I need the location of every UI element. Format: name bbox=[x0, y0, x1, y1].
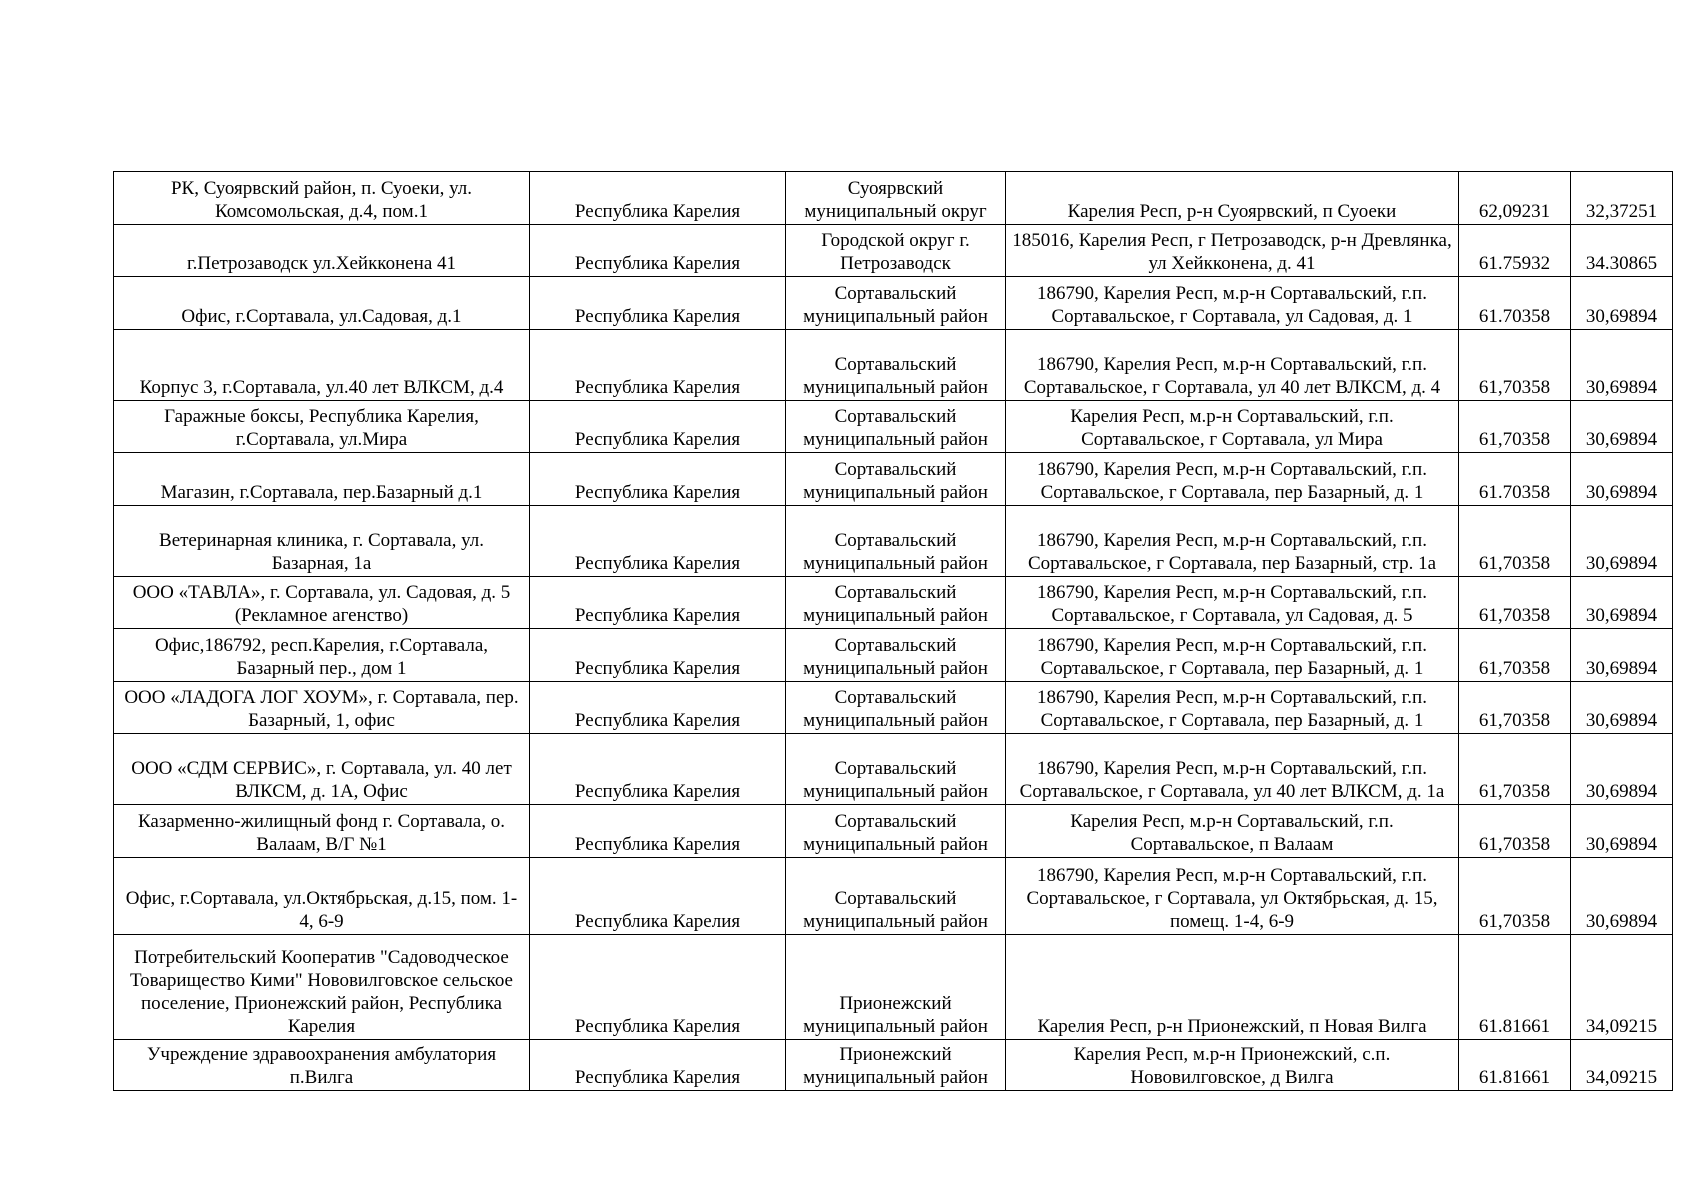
table-row bbox=[114, 682, 1673, 734]
cell-longitude: 30,69894 bbox=[1571, 401, 1673, 453]
table-row bbox=[114, 225, 1673, 277]
cell-object-name: ООО «ЛАДОГА ЛОГ ХОУМ», г. Сортавала, пер. Базарный, 1, офис bbox=[114, 682, 530, 734]
cell-longitude: 30,69894 bbox=[1571, 858, 1673, 935]
cell-municipality: Сортавальский муниципальный район bbox=[786, 401, 1006, 453]
cell-latitude: 61.75932 bbox=[1459, 225, 1571, 277]
cell-latitude: 61.81661 bbox=[1459, 1040, 1571, 1091]
cell-object-name: Офис, г.Сортавала, ул.Садовая, д.1 bbox=[114, 277, 530, 330]
cell-municipality: Суоярвский муниципальный округ bbox=[786, 172, 1006, 225]
table-row bbox=[114, 277, 1673, 330]
cell-longitude: 30,69894 bbox=[1571, 805, 1673, 858]
cell-region: Республика Карелия bbox=[530, 277, 786, 330]
cell-latitude: 61.81661 bbox=[1459, 935, 1571, 1040]
cell-longitude: 30,69894 bbox=[1571, 277, 1673, 330]
cell-object-name: Корпус 3, г.Сортавала, ул.40 лет ВЛКСМ, д.4 bbox=[114, 330, 530, 401]
cell-municipality: Прионежский муниципальный район bbox=[786, 935, 1006, 1040]
cell-address: 185016, Карелия Респ, г Петрозаводск, р-н Древлянка, ул Хейкконена, д. 41 bbox=[1006, 225, 1459, 277]
table-row bbox=[114, 935, 1673, 1040]
cell-object-name: Офис, г.Сортавала, ул.Октябрьская, д.15, пом. 1-4, 6-9 bbox=[114, 858, 530, 935]
cell-object-name: РК, Суоярвский район, п. Суоеки, ул. Комсомольская, д.4, пом.1 bbox=[114, 172, 530, 225]
cell-object-name: Потребительский Кооператив "Садоводческое Товарищество Кими" Нововилговское сельское поселение, Прионежский район, Республика Карелия bbox=[114, 935, 530, 1040]
cell-address: 186790, Карелия Респ, м.р-н Сортавальский, г.п. Сортавальское, г Сортавала, пер Базарный, д. 1 bbox=[1006, 453, 1459, 506]
cell-region: Республика Карелия bbox=[530, 734, 786, 805]
cell-region: Республика Карелия bbox=[530, 172, 786, 225]
table-row bbox=[114, 453, 1673, 506]
cell-latitude: 61,70358 bbox=[1459, 734, 1571, 805]
cell-municipality: Сортавальский муниципальный район bbox=[786, 577, 1006, 629]
cell-region: Республика Карелия bbox=[530, 225, 786, 277]
cell-municipality: Сортавальский муниципальный район bbox=[786, 734, 1006, 805]
table-body bbox=[114, 172, 1673, 1091]
table-row bbox=[114, 577, 1673, 629]
cell-longitude: 30,69894 bbox=[1571, 453, 1673, 506]
cell-object-name: Учреждение здравоохранения амбулатория п.Вилга bbox=[114, 1040, 530, 1091]
cell-region: Республика Карелия bbox=[530, 629, 786, 682]
cell-address: 186790, Карелия Респ, м.р-н Сортавальский, г.п. Сортавальское, г Сортавала, ул Октябрьская, д. 15, помещ. 1-4, 6-9 bbox=[1006, 858, 1459, 935]
table-row bbox=[114, 330, 1673, 401]
cell-longitude: 30,69894 bbox=[1571, 577, 1673, 629]
cell-latitude: 62,09231 bbox=[1459, 172, 1571, 225]
cell-address: Карелия Респ, м.р-н Прионежский, с.п. Нововилговское, д Вилга bbox=[1006, 1040, 1459, 1091]
cell-address: Карелия Респ, м.р-н Сортавальский, г.п. Сортавальское, г Сортавала, ул Мира bbox=[1006, 401, 1459, 453]
cell-longitude: 34.30865 bbox=[1571, 225, 1673, 277]
cell-object-name: Казарменно-жилищный фонд г. Сортавала, о. Валаам, В/Г №1 bbox=[114, 805, 530, 858]
locations-table bbox=[113, 171, 1673, 1091]
cell-municipality: Сортавальский муниципальный район bbox=[786, 858, 1006, 935]
cell-address: 186790, Карелия Респ, м.р-н Сортавальский, г.п. Сортавальское, г Сортавала, ул 40 лет ВЛКСМ, д. 4 bbox=[1006, 330, 1459, 401]
table-row bbox=[114, 858, 1673, 935]
cell-address: 186790, Карелия Респ, м.р-н Сортавальский, г.п. Сортавальское, г Сортавала, ул 40 лет ВЛКСМ, д. 1а bbox=[1006, 734, 1459, 805]
table-row bbox=[114, 1040, 1673, 1091]
cell-longitude: 30,69894 bbox=[1571, 734, 1673, 805]
cell-address: 186790, Карелия Респ, м.р-н Сортавальский, г.п. Сортавальское, г Сортавала, пер Базарный, д. 1 bbox=[1006, 629, 1459, 682]
cell-latitude: 61.70358 bbox=[1459, 453, 1571, 506]
cell-object-name: ООО «СДМ СЕРВИС», г. Сортавала, ул. 40 лет ВЛКСМ, д. 1А, Офис bbox=[114, 734, 530, 805]
cell-municipality: Сортавальский муниципальный район bbox=[786, 805, 1006, 858]
cell-longitude: 30,69894 bbox=[1571, 330, 1673, 401]
cell-object-name: Гаражные боксы, Республика Карелия, г.Сортавала, ул.Мира bbox=[114, 401, 530, 453]
table-row bbox=[114, 506, 1673, 577]
cell-municipality: Сортавальский муниципальный район bbox=[786, 453, 1006, 506]
cell-longitude: 30,69894 bbox=[1571, 629, 1673, 682]
cell-region: Республика Карелия bbox=[530, 1040, 786, 1091]
cell-region: Республика Карелия bbox=[530, 858, 786, 935]
cell-latitude: 61,70358 bbox=[1459, 805, 1571, 858]
cell-region: Республика Карелия bbox=[530, 805, 786, 858]
cell-municipality: Сортавальский муниципальный район bbox=[786, 330, 1006, 401]
table-row bbox=[114, 172, 1673, 225]
cell-region: Республика Карелия bbox=[530, 682, 786, 734]
cell-latitude: 61.70358 bbox=[1459, 277, 1571, 330]
cell-latitude: 61,70358 bbox=[1459, 858, 1571, 935]
cell-longitude: 30,69894 bbox=[1571, 506, 1673, 577]
cell-address: 186790, Карелия Респ, м.р-н Сортавальский, г.п. Сортавальское, г Сортавала, пер Базарный, стр. 1а bbox=[1006, 506, 1459, 577]
cell-latitude: 61,70358 bbox=[1459, 401, 1571, 453]
cell-latitude: 61,70358 bbox=[1459, 330, 1571, 401]
cell-address: 186790, Карелия Респ, м.р-н Сортавальский, г.п. Сортавальское, г Сортавала, ул Садовая, д. 5 bbox=[1006, 577, 1459, 629]
cell-region: Республика Карелия bbox=[530, 935, 786, 1040]
cell-longitude: 30,69894 bbox=[1571, 682, 1673, 734]
cell-latitude: 61,70358 bbox=[1459, 506, 1571, 577]
cell-address: Карелия Респ, м.р-н Сортавальский, г.п. Сортавальское, п Валаам bbox=[1006, 805, 1459, 858]
table-row bbox=[114, 805, 1673, 858]
table-row bbox=[114, 629, 1673, 682]
cell-latitude: 61,70358 bbox=[1459, 629, 1571, 682]
cell-longitude: 32,37251 bbox=[1571, 172, 1673, 225]
cell-municipality: Сортавальский муниципальный район bbox=[786, 682, 1006, 734]
cell-region: Республика Карелия bbox=[530, 506, 786, 577]
cell-address: Карелия Респ, р-н Суоярвский, п Суоеки bbox=[1006, 172, 1459, 225]
cell-region: Республика Карелия bbox=[530, 453, 786, 506]
cell-longitude: 34,09215 bbox=[1571, 935, 1673, 1040]
table-row bbox=[114, 734, 1673, 805]
cell-address: Карелия Респ, р-н Прионежский, п Новая Вилга bbox=[1006, 935, 1459, 1040]
cell-latitude: 61,70358 bbox=[1459, 577, 1571, 629]
cell-region: Республика Карелия bbox=[530, 401, 786, 453]
cell-municipality: Сортавальский муниципальный район bbox=[786, 629, 1006, 682]
cell-municipality: Сортавальский муниципальный район bbox=[786, 506, 1006, 577]
cell-longitude: 34,09215 bbox=[1571, 1040, 1673, 1091]
cell-municipality: Городской округ г. Петрозаводск bbox=[786, 225, 1006, 277]
cell-object-name: ООО «ТАВЛА», г. Сортавала, ул. Садовая, д. 5 (Рекламное агенство) bbox=[114, 577, 530, 629]
cell-municipality: Сортавальский муниципальный район bbox=[786, 277, 1006, 330]
cell-region: Республика Карелия bbox=[530, 330, 786, 401]
cell-region: Республика Карелия bbox=[530, 577, 786, 629]
cell-object-name: Магазин, г.Сортавала, пер.Базарный д.1 bbox=[114, 453, 530, 506]
cell-municipality: Прионежский муниципальный район bbox=[786, 1040, 1006, 1091]
cell-object-name: Офис,186792, респ.Карелия, г.Сортавала, Базарный пер., дом 1 bbox=[114, 629, 530, 682]
cell-address: 186790, Карелия Респ, м.р-н Сортавальский, г.п. Сортавальское, г Сортавала, ул Садовая, д. 1 bbox=[1006, 277, 1459, 330]
cell-object-name: Ветеринарная клиника, г. Сортавала, ул. Базарная, 1а bbox=[114, 506, 530, 577]
cell-address: 186790, Карелия Респ, м.р-н Сортавальский, г.п. Сортавальское, г Сортавала, пер Базарный, д. 1 bbox=[1006, 682, 1459, 734]
cell-latitude: 61,70358 bbox=[1459, 682, 1571, 734]
table-row bbox=[114, 401, 1673, 453]
cell-object-name: г.Петрозаводск ул.Хейкконена 41 bbox=[114, 225, 530, 277]
